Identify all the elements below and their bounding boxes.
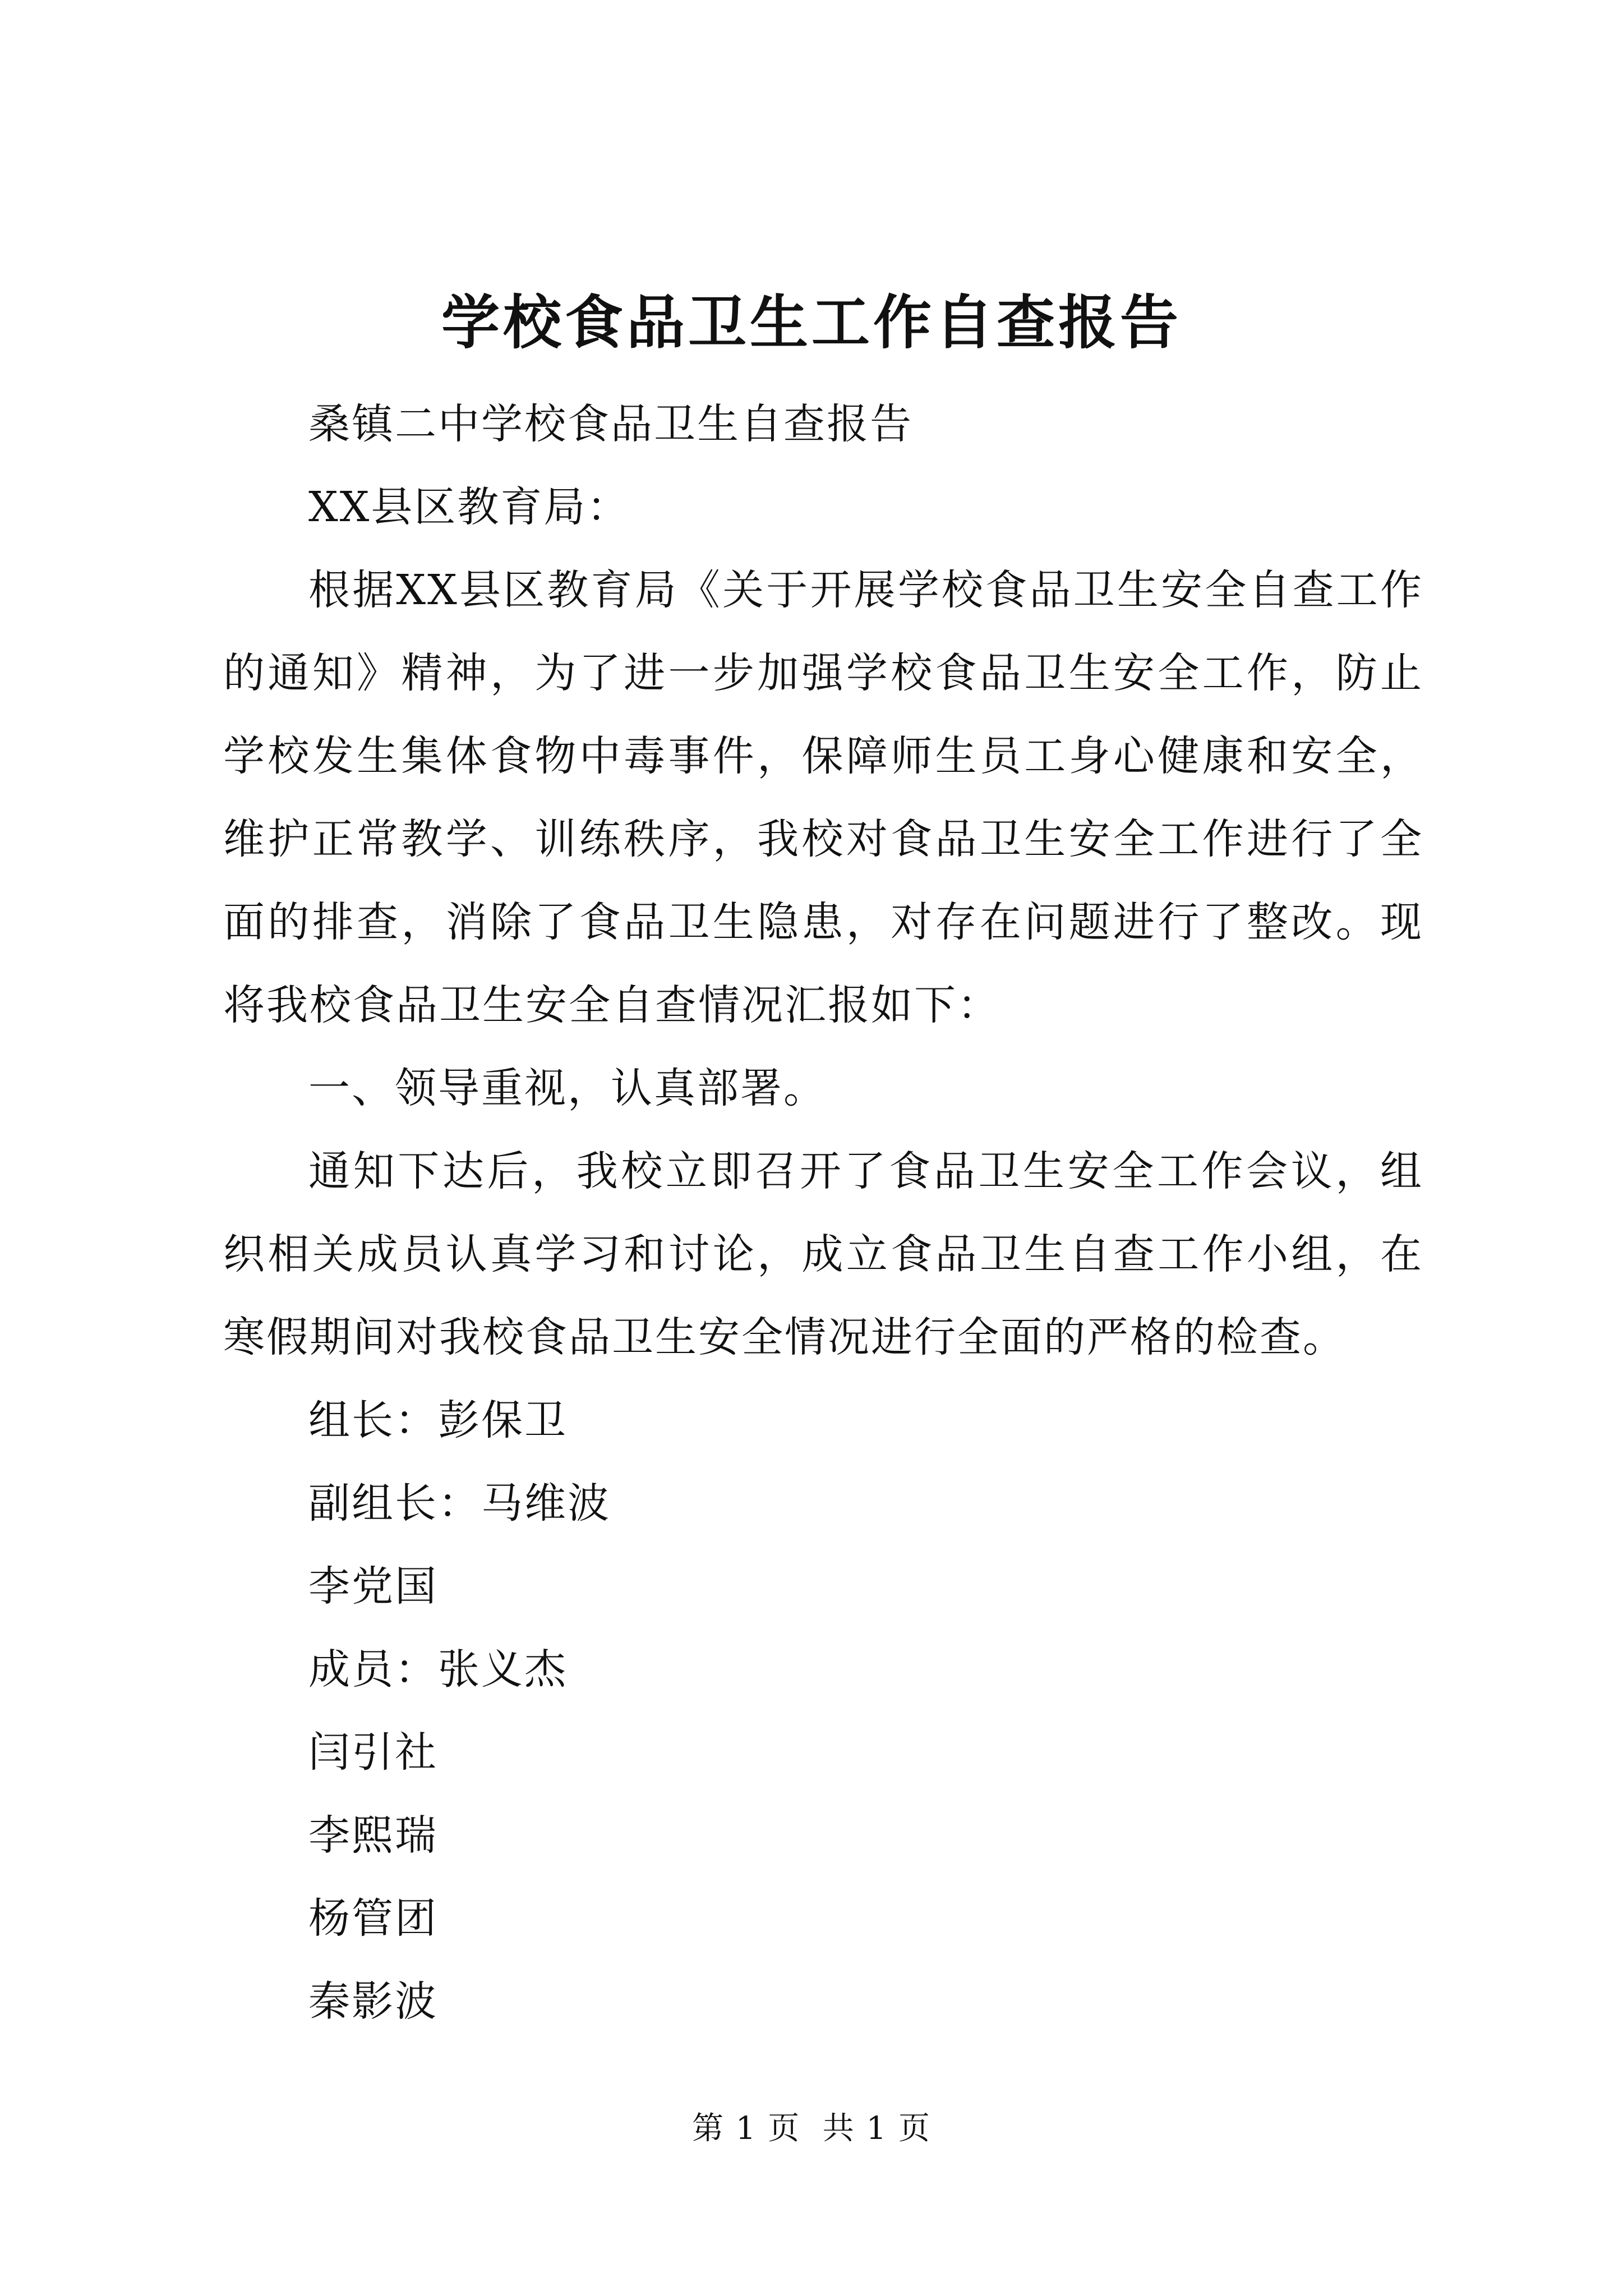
line-member-2: 闫引社 bbox=[308, 1728, 438, 1777]
paragraph-report-subtitle: 桑镇二中学校食品卫生自查报告 bbox=[308, 400, 913, 448]
line-deputy-leader-2: 李党国 bbox=[308, 1562, 438, 1611]
page-footer: 第 1 页 共 1 页 bbox=[691, 2110, 932, 2147]
line-member-5: 秦影波 bbox=[308, 1977, 438, 2026]
line-member-3: 李熙瑞 bbox=[308, 1811, 438, 1860]
line-member: 成员：张义杰 bbox=[308, 1645, 568, 1694]
paragraph-section-1-body: 通知下达后，我校立即召开了食品卫生安全工作会议，组织相关成员认真学习和讨论，成立食品卫生自查工作小组，在寒假期间对我校食品卫生安全情况进行全面的严格的检查。 bbox=[223, 1147, 1423, 1361]
line-member-4: 杨管团 bbox=[308, 1894, 438, 1943]
document-body bbox=[223, 383, 1423, 2043]
paragraph-introduction: 根据XX县区教育局《关于开展学校食品卫生安全自查工作的通知》精神，为了进一步加强学校食品卫生安全工作，防止学校发生集体食物中毒事件，保障师生员工身心健康和安全，维护正常教学、训练秩序，我校对食品卫生安全工作进行了全面的排查，消除了食品卫生隐患，对存在问题进行了整改。现将我校食品卫生安全自查情况汇报如下： bbox=[223, 566, 1423, 1029]
section-heading-1: 一、领导重视，认真部署。 bbox=[308, 1064, 827, 1112]
line-deputy-leader: 副组长：马维波 bbox=[308, 1479, 611, 1527]
line-group-leader: 组长：彭保卫 bbox=[308, 1396, 568, 1444]
paragraph-addressee: XX县区教育局： bbox=[308, 483, 630, 531]
document-title: 学校食品卫生工作自查报告 bbox=[441, 288, 1182, 357]
